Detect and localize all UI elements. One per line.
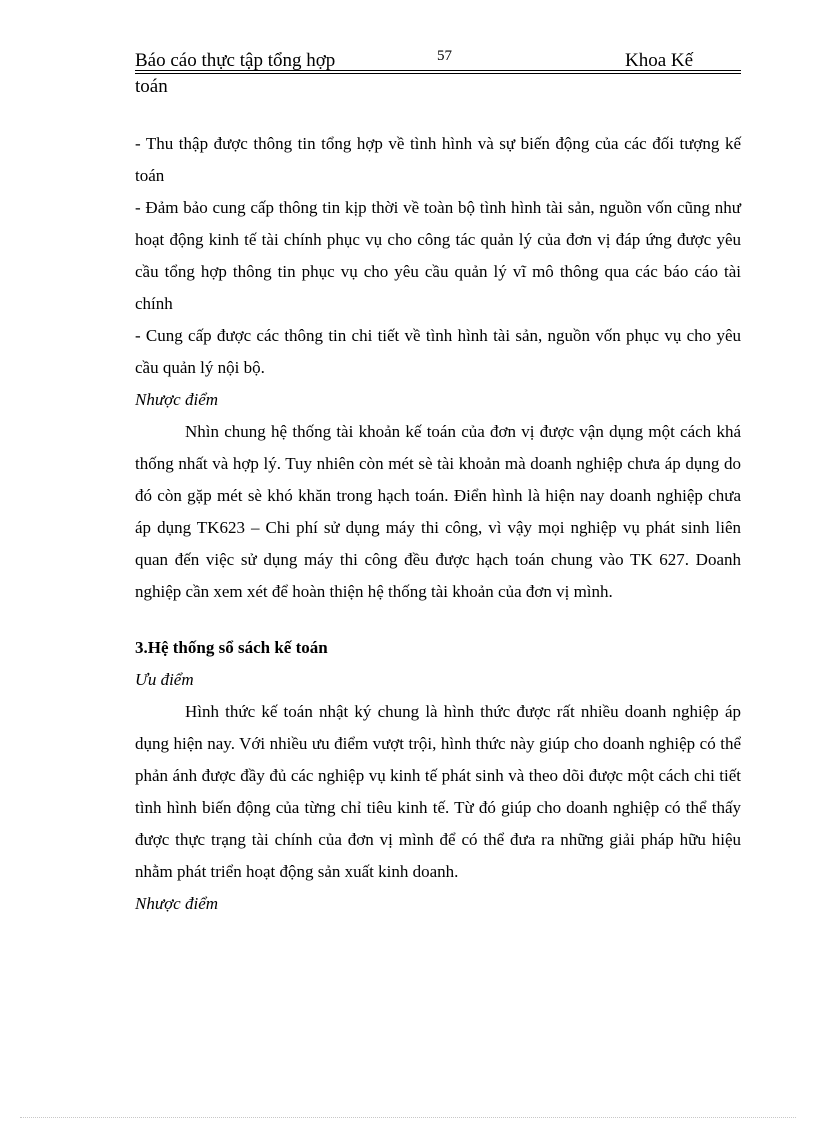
- bullet-paragraph: - Cung cấp được các thông tin chi tiết về tình hình tài sản, nguồn vốn phục vụ cho yêu cầu quản lý nội bộ.: [135, 326, 741, 377]
- subheading-disadvantages: Nhược điểm: [135, 894, 219, 913]
- header-rule-bottom: [135, 73, 741, 74]
- subheading-disadvantages: Nhược điểm: [135, 390, 219, 409]
- page-body: [135, 128, 741, 920]
- header-report-title: Báo cáo thực tập tổng hợp: [135, 50, 336, 71]
- page-header: [135, 48, 741, 98]
- header-department: Khoa Kế: [625, 50, 694, 71]
- page-bottom-border: [20, 1117, 796, 1118]
- header-department-continuation: toán: [135, 76, 168, 97]
- body-paragraph: Hình thức kế toán nhật ký chung là hình thức được rất nhiều doanh nghiệp áp dụng hiện nay. Với nhiều ưu điểm vượt trội, hình thức này giúp cho doanh nghiệp có thể phản ánh được đầy đủ các nghiệp vụ kinh tế phát sinh và theo dõi được một cách chi tiết tình hình biến động của từng chỉ tiêu kinh tế. Từ đó giúp cho doanh nghiệp có thể thấy được thực trạng tài chính của đơn vị mình để có thể đưa ra những giải pháp hữu hiệu nhằm phát triển hoạt động sản xuất kinh doanh.: [135, 702, 741, 881]
- subheading-advantages: Ưu điểm: [135, 670, 194, 689]
- body-paragraph: Nhìn chung hệ thống tài khoản kế toán của đơn vị được vận dụng một cách khá thống nhất và hợp lý. Tuy nhiên còn mét sè tài khoản mà doanh nghiệp chưa áp dụng do đó còn gặp mét sè khó khăn trong hạch toán. Điển hình là hiện nay doanh nghiệp chưa áp dụng TK623 – Chi phí sử dụng máy thi công, vì vậy mọi nghiệp vụ phát sinh liên quan đến việc sử dụng máy thi công đều được hạch toán chung vào TK 627. Doanh nghiệp cần xem xét để hoàn thiện hệ thống tài khoản của đơn vị mình.: [135, 422, 741, 601]
- section-heading: 3.Hệ thống sổ sách kế toán: [135, 638, 328, 657]
- bullet-paragraph: - Đảm bảo cung cấp thông tin kịp thời về toàn bộ tình hình tài sản, nguồn vốn cũng như hoạt động kinh tế tài chính phục vụ cho công tác quản lý của đơn vị đáp ứng được yêu cầu tổng hợp thông tin phục vụ cho yêu cầu quản lý vĩ mô thông qua các báo cáo tài chính: [135, 198, 741, 313]
- bullet-paragraph: - Thu thập được thông tin tổng hợp về tình hình và sự biến động của các đối tượng kế toán: [135, 134, 741, 185]
- header-rule-top: [135, 70, 741, 71]
- page-number: 57: [437, 48, 452, 64]
